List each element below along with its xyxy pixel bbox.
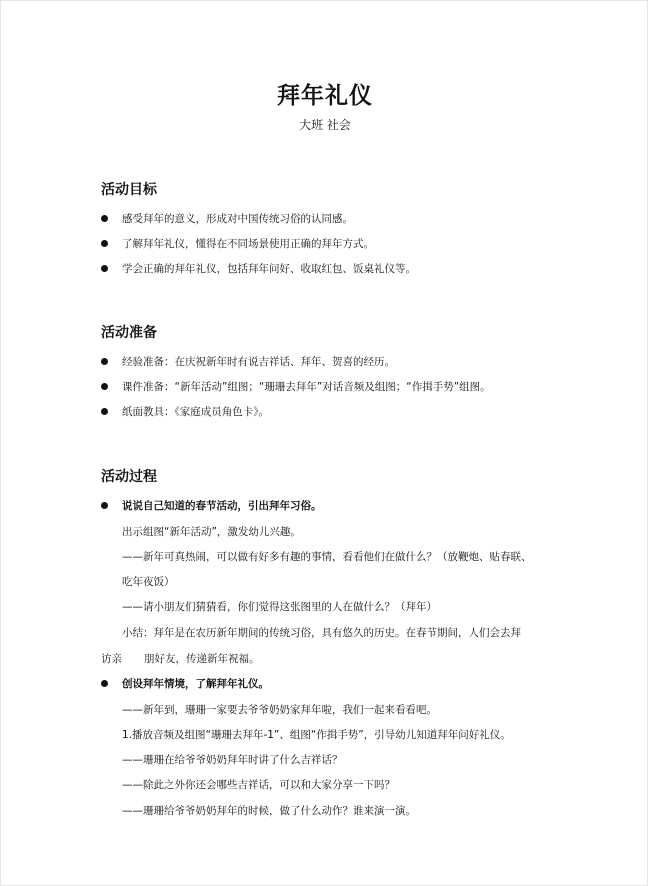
goals-heading: 活动目标 — [101, 182, 157, 198]
bullet-icon — [101, 408, 108, 415]
process-line: 朋好友，传递新年祝福。 — [144, 653, 260, 665]
process-step-title-text: 创设拜年情境，了解拜年礼仪。 — [122, 678, 269, 690]
process-line: 吃年夜饭） — [122, 576, 175, 588]
process-step-title-text: 说说自己知道的春节活动，引出拜年习俗。 — [122, 500, 322, 512]
bullet-icon — [101, 215, 108, 222]
goal-item-text: 学会正确的拜年礼仪，包括拜年问好、收取红包、饭桌礼仪等。 — [122, 263, 416, 275]
bullet-icon — [101, 240, 108, 247]
preparation-item-text: 经验准备：在庆祝新年时有说吉祥话、拜年、贺喜的经历。 — [122, 356, 395, 368]
process-line: ——新年到，珊珊一家要去爷爷奶奶家拜年啦，我们一起来看看吧。 — [122, 704, 437, 716]
bullet-icon — [101, 680, 108, 687]
process-line: ——除此之外你还会哪些吉祥话，可以和大家分享一下吗？ — [122, 779, 395, 791]
bullet-icon — [101, 502, 108, 509]
process-line: 出示组图“新年活动”，激发幼儿兴趣。 — [122, 526, 301, 538]
bullet-icon — [101, 383, 108, 390]
preparation-item-text: 纸面教具：《家庭成员角色卡》。 — [122, 406, 269, 418]
process-heading: 活动过程 — [101, 469, 157, 485]
document-subtitle: 大班 社会 — [299, 118, 351, 132]
process-line: ——珊珊给爷爷奶奶拜年的时候，做了什么动作？谁来演一演。 — [122, 805, 416, 817]
process-line: ——珊珊在给爷爷奶奶拜年时讲了什么吉祥话？ — [122, 754, 343, 766]
process-line: 访亲 — [101, 653, 122, 665]
goal-item-text: 感受拜年的意义，形成对中国传统习俗的认同感。 — [122, 213, 353, 225]
process-line: 1.播放音频及组图“珊珊去拜年-1”、组图“作揖手势”，引导幼儿知道拜年问好礼仪。 — [122, 729, 511, 741]
bullet-icon — [101, 358, 108, 365]
bullet-icon — [101, 265, 108, 272]
document-title: 拜年礼仪 — [277, 83, 373, 109]
process-line: ——请小朋友们猜猜看，你们觉得这张图里的人在做什么？（拜年） — [122, 601, 437, 613]
preparation-item-text: 课件准备：“新年活动”组图；“珊珊去拜年”对话音频及组图；“作揖手势”组图。 — [122, 381, 491, 393]
process-line: 小结：拜年是在农历新年期间的传统习俗，具有悠久的历史。在春节期间，人们会去拜 — [122, 627, 521, 639]
preparation-heading: 活动准备 — [101, 325, 157, 341]
process-line: ——新年可真热闹，可以做有好多有趣的事情，看看他们在做什么？（放鞭炮、贴春联、 — [122, 551, 532, 563]
goal-item-text: 了解拜年礼仪，懂得在不同场景使用正确的拜年方式。 — [122, 238, 374, 250]
